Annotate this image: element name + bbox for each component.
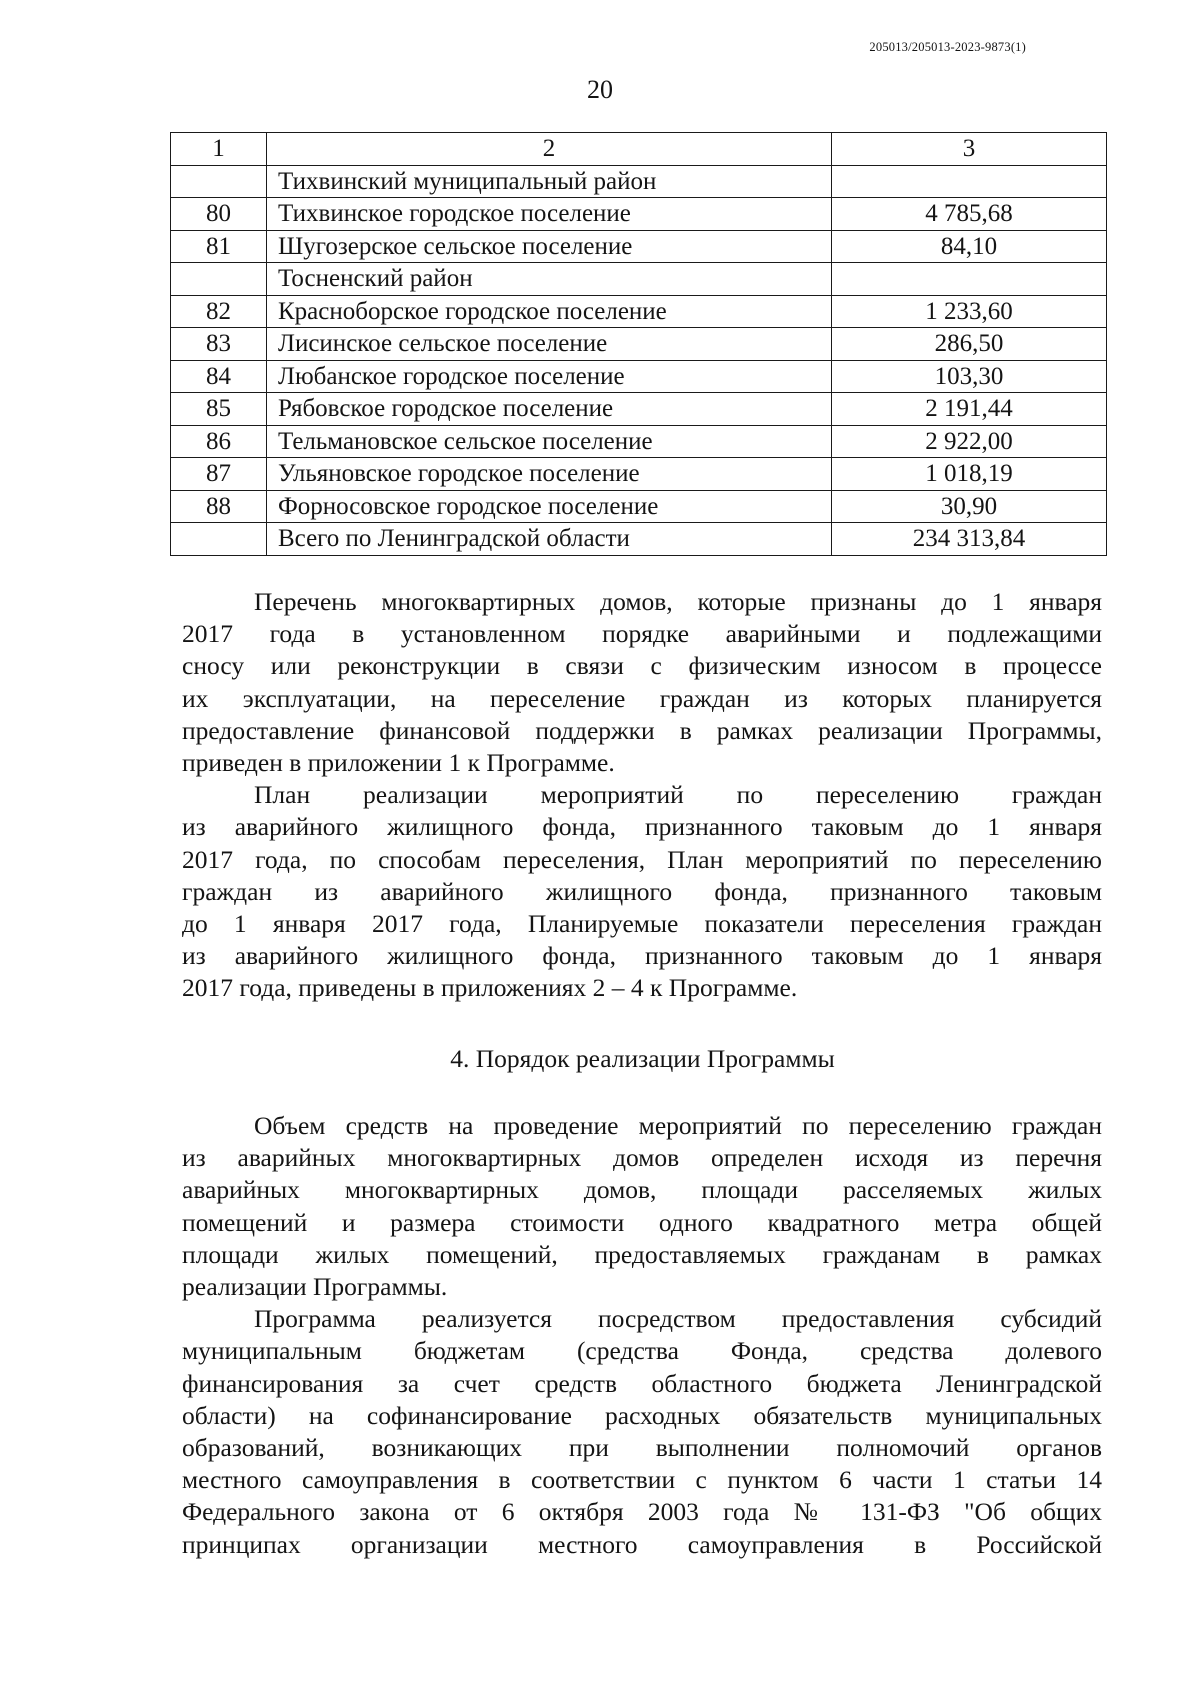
table-row	[171, 490, 1107, 523]
table-row	[171, 458, 1107, 491]
text-line: до 1 января 2017 года, Планируемые показатели переселения граждан	[182, 909, 1102, 939]
text-line: Программа реализуется посредством предоставления субсидий	[254, 1304, 1102, 1334]
text-line: из аварийных многоквартирных домов определен исходя из перечня	[182, 1143, 1102, 1173]
row-value: 30,90	[832, 490, 1107, 523]
text-line: муниципальным бюджетам (средства Фонда, средства долевого	[182, 1336, 1102, 1366]
text-line: 2017 года в установленном порядке аварийными и подлежащими	[182, 619, 1102, 649]
text-line: аварийных многоквартирных домов, площади расселяемых жилых	[182, 1175, 1102, 1205]
row-value: 286,50	[832, 328, 1107, 361]
text-line: из аварийного жилищного фонда, признанного таковым до 1 января	[182, 941, 1102, 971]
row-name: Красноборское городское поселение	[267, 295, 832, 328]
row-name: Шугозерское сельское поселение	[267, 230, 832, 263]
row-name: Тихвинский муниципальный район	[267, 165, 832, 198]
table-row	[171, 263, 1107, 296]
table-row	[171, 295, 1107, 328]
settlements-table	[170, 132, 1107, 556]
paragraph	[182, 1110, 1102, 1303]
row-name: Лисинское сельское поселение	[267, 328, 832, 361]
paragraph	[182, 779, 1102, 1004]
text-line: 2017 года, по способам переселения, План мероприятий по переселению	[182, 844, 1102, 874]
text-line: Перечень многоквартирных домов, которые признаны до 1 января	[254, 587, 1102, 616]
row-name: Тельмановское сельское поселение	[267, 425, 832, 458]
row-value: 84,10	[832, 230, 1107, 263]
text-line: области) на софинансирование расходных обязательств муниципальных	[182, 1400, 1102, 1430]
text-line: граждан из аварийного жилищного фонда, признанного таковым	[182, 876, 1102, 906]
row-value	[832, 165, 1107, 198]
table-row	[171, 328, 1107, 361]
section-heading: 4. Порядок реализации Программы	[450, 1044, 835, 1073]
text-line: Объем средств на проведение мероприятий по переселению граждан	[254, 1111, 1102, 1140]
row-name: Любанское городское поселение	[267, 360, 832, 393]
row-name: Рябовское городское поселение	[267, 393, 832, 426]
text-line: из аварийного жилищного фонда, признанного таковым до 1 января	[182, 812, 1102, 842]
text-line: реализации Программы.	[182, 1272, 448, 1302]
paragraph	[182, 1303, 1102, 1561]
row-number: 88	[171, 490, 267, 523]
row-value: 234 313,84	[832, 523, 1107, 556]
column-header-1: 1	[171, 133, 267, 166]
text-line: их эксплуатации, на переселение граждан из которых планируется	[182, 683, 1102, 713]
text-line: принципах организации местного самоуправления в Российской	[182, 1529, 1102, 1559]
text-block-implementation	[182, 1110, 1102, 1561]
row-number	[171, 523, 267, 556]
row-number: 85	[171, 393, 267, 426]
text-line: образований, возникающих при выполнении полномочий органов	[182, 1433, 1102, 1463]
text-line: площади жилых помещений, предоставляемых гражданам в рамках	[182, 1239, 1102, 1269]
row-number: 82	[171, 295, 267, 328]
table-row	[171, 393, 1107, 426]
table-row	[171, 523, 1107, 556]
table-row	[171, 198, 1107, 231]
page-number: 20	[587, 75, 613, 104]
row-number: 83	[171, 328, 267, 361]
row-value: 1 018,19	[832, 458, 1107, 491]
paragraph	[182, 586, 1102, 779]
text-line: Федерального закона от 6 октября 2003 года № 131-ФЗ "Об общих	[182, 1497, 1102, 1527]
text-line: предоставление финансовой поддержки в рамках реализации Программы,	[182, 715, 1102, 745]
row-number: 80	[171, 198, 267, 231]
column-header-2: 2	[267, 133, 832, 166]
row-name: Ульяновское городское поселение	[267, 458, 832, 491]
row-name: Форносовское городское поселение	[267, 490, 832, 523]
text-line: приведен в приложении 1 к Программе.	[182, 748, 615, 778]
text-line: финансирования за счет средств областного бюджета Ленинградской	[182, 1368, 1102, 1398]
row-value: 2 191,44	[832, 393, 1107, 426]
table-row	[171, 425, 1107, 458]
column-header-3: 3	[832, 133, 1107, 166]
table-header-row	[171, 133, 1107, 166]
row-name: Всего по Ленинградской области	[267, 523, 832, 556]
table-row	[171, 230, 1107, 263]
text-line: местного самоуправления в соответствии с пунктом 6 части 1 статьи 14	[182, 1465, 1102, 1495]
row-value	[832, 263, 1107, 296]
row-value: 4 785,68	[832, 198, 1107, 231]
row-number: 81	[171, 230, 267, 263]
text-line: План реализации мероприятий по переселению граждан	[254, 780, 1102, 810]
text-line: сносу или реконструкции в связи с физическим износом в процессе	[182, 651, 1102, 681]
table-row	[171, 360, 1107, 393]
row-value: 103,30	[832, 360, 1107, 393]
text-block-program-list	[182, 586, 1102, 1005]
row-number	[171, 263, 267, 296]
row-name: Тосненский район	[267, 263, 832, 296]
table-row	[171, 165, 1107, 198]
document-id: 205013/205013-2023-9873(1)	[869, 40, 1026, 54]
row-number: 84	[171, 360, 267, 393]
row-number	[171, 165, 267, 198]
row-value: 1 233,60	[832, 295, 1107, 328]
text-line: помещений и размера стоимости одного квадратного метра общей	[182, 1207, 1102, 1237]
row-name: Тихвинское городское поселение	[267, 198, 832, 231]
row-number: 86	[171, 425, 267, 458]
row-value: 2 922,00	[832, 425, 1107, 458]
text-line: 2017 года, приведены в приложениях 2 – 4 к Программе.	[182, 973, 798, 1003]
row-number: 87	[171, 458, 267, 491]
